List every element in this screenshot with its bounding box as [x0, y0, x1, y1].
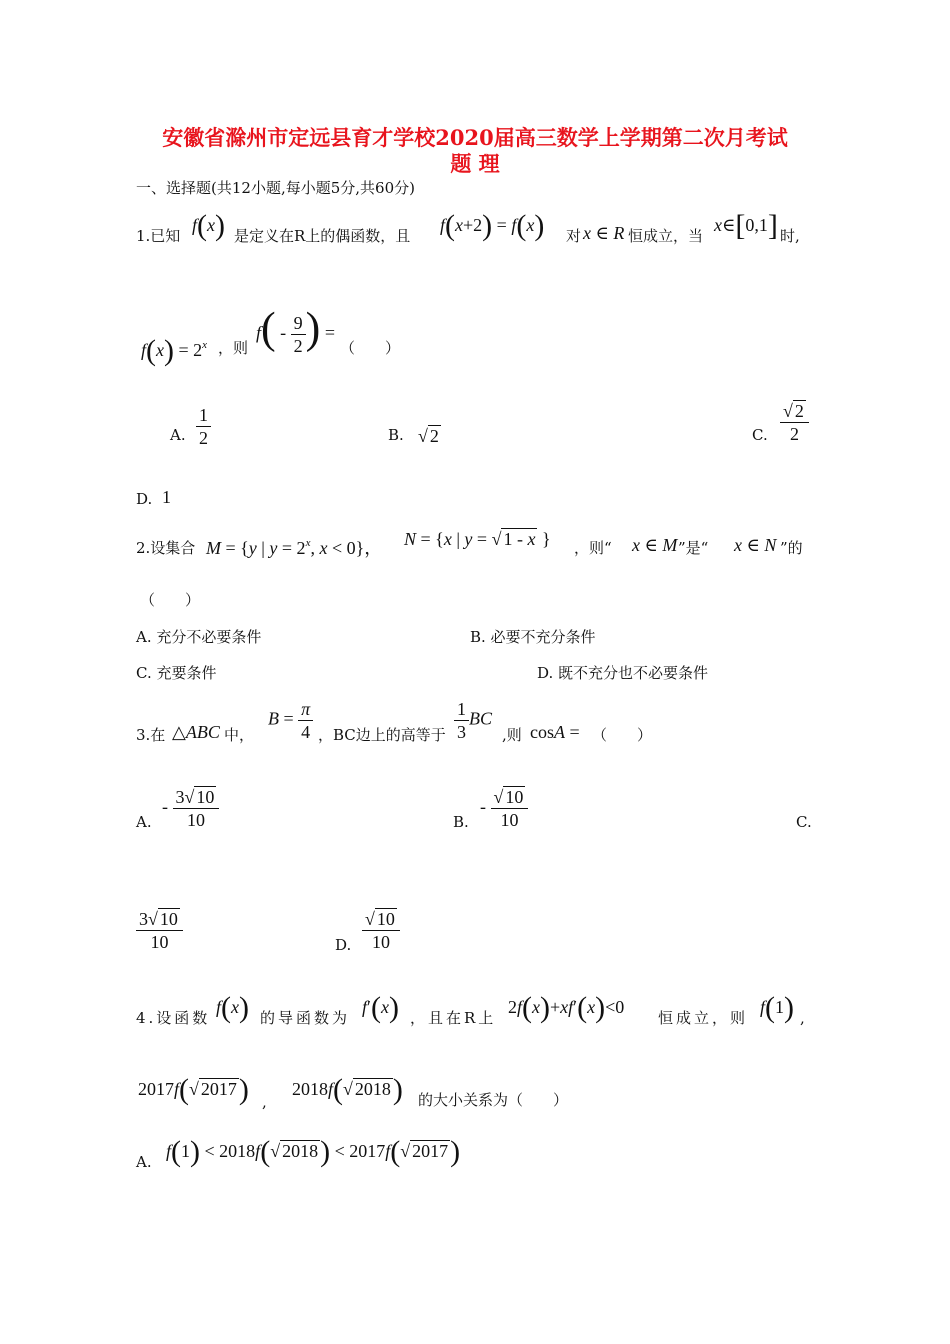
q2-text-2: ”是“	[678, 539, 709, 557]
q4-math-f1: f(1)	[760, 991, 795, 1024]
q2-option-a: A. 充分不必要条件	[136, 628, 262, 646]
q4-text-5: ,	[262, 1093, 267, 1111]
q1-prefix: 1.已知	[136, 227, 181, 245]
q1-text-1: 是定义在R上的偶函数，且	[234, 227, 411, 245]
q1-option-c-label: C.	[752, 426, 768, 444]
q1-option-b-label: B.	[388, 426, 404, 444]
q1-math-fx: f(x)	[192, 209, 226, 242]
q3-text-2: ，BC边上的高等于	[318, 726, 446, 744]
q2-math-set-m: M = {y | $y = 2^x$, x < 0}，	[206, 537, 383, 558]
q3-math-angle-b: B = $\frac{\pi}{4}$	[268, 698, 313, 743]
q3-math-height: $\frac{1}{3}$ BC	[454, 698, 492, 743]
q4-option-a-label: A.	[136, 1153, 152, 1171]
q1-text-5: ，则	[218, 339, 249, 357]
q4-text-6: 的大小关系为（ ）	[418, 1091, 569, 1109]
q1-math-query: f( - $\frac{9}{2}$ ) =	[256, 303, 335, 356]
q4-text-1: 的导函数为	[260, 1009, 351, 1027]
q3-prefix: 3.在	[136, 726, 166, 744]
q1-math-xinR: x ∈ R	[583, 223, 625, 243]
q2-text-3: ”的	[780, 539, 803, 557]
q3-math-triangle: △ABC	[172, 722, 220, 742]
q2-blank: （ ）	[140, 591, 201, 609]
q3-option-c-value: $\frac{3√ 10}{10}$	[136, 908, 183, 953]
q3-option-b-value: - $\frac{√ 10}{10}$	[480, 786, 528, 831]
q4-option-a-value: f(1) < 2018f(√ 2018) < 2017f(√ 2017)	[166, 1135, 461, 1168]
q4-math-term-2017: 2017f(√ 2017)	[138, 1073, 249, 1106]
q3-option-b-label: B.	[453, 813, 469, 831]
q1-text-2: 对	[566, 227, 582, 245]
q3-option-a-label: A.	[136, 813, 152, 831]
q2-prefix: 2.设集合	[136, 539, 196, 557]
doc-title-line2: 题 理	[450, 151, 500, 176]
q2-math-set-n: N = {x | y = √ 1 - x }	[404, 529, 551, 549]
q4-math-fx: f(x)	[216, 991, 250, 1024]
q2-option-d: D. 既不充分也不必要条件	[537, 664, 709, 682]
q1-text-4: 时,	[780, 227, 800, 245]
q3-option-a-value: - $\frac{3√ 10}{10}$	[162, 786, 219, 831]
q4-math-term-2018: 2018f(√ 2018)	[292, 1073, 403, 1106]
q4-prefix: 4.设函数	[136, 1009, 211, 1027]
q1-option-c-value: $\frac{√ 2}{2}$	[780, 400, 809, 445]
q3-option-d-value: $\frac{√ 10}{10}$	[362, 908, 400, 953]
q3-text-3: ,则	[502, 726, 522, 744]
q2-text-1: ，则“	[574, 539, 612, 557]
q2-option-c: C. 充要条件	[136, 664, 217, 682]
q1-option-a-label: A.	[170, 426, 186, 444]
q4-text-3: 恒成立，则	[658, 1009, 749, 1027]
q3-option-d-label: D.	[335, 936, 352, 954]
q1-blank: （ ）	[340, 339, 401, 357]
q3-option-c-label: C.	[796, 813, 812, 831]
q2-math-xinM: x ∈ M	[632, 535, 678, 555]
q1-math-periodic: f(x+2) = f(x)	[440, 209, 545, 242]
q1-text-3: 恒成立，当	[628, 227, 704, 245]
q1-option-b-value: √ 2	[418, 426, 439, 446]
q3-blank: （ ）	[592, 726, 653, 744]
q2-option-b: B. 必要不充分条件	[470, 628, 596, 646]
q1-math-def: $f(x) = 2^x$	[141, 334, 208, 367]
q3-text-1: 中，	[224, 726, 255, 744]
q2-math-xinN: x ∈ N	[734, 535, 777, 555]
doc-title-line1: 安徽省滁州市定远县育才学校2020届高三数学上学期第二次月考试	[162, 125, 788, 150]
q4-math-derivative: f′(x)	[362, 991, 399, 1024]
q4-math-inequality: 2f(x)+xf′(x)<0	[508, 991, 625, 1024]
q4-text-2: ，且在R上	[410, 1009, 497, 1027]
q4-text-4: ,	[800, 1009, 805, 1027]
q1-option-d-label: D.	[136, 490, 153, 508]
q3-math-cosa: cosA =	[530, 722, 580, 742]
q1-math-interval: x∈[0,1]	[714, 209, 778, 242]
q1-option-d-value: 1	[162, 487, 171, 507]
q1-option-a-value: $\frac{1}{2}$	[196, 404, 211, 449]
section-heading: 一、选择题(共12小题,每小题5分,共60分)	[136, 179, 415, 197]
